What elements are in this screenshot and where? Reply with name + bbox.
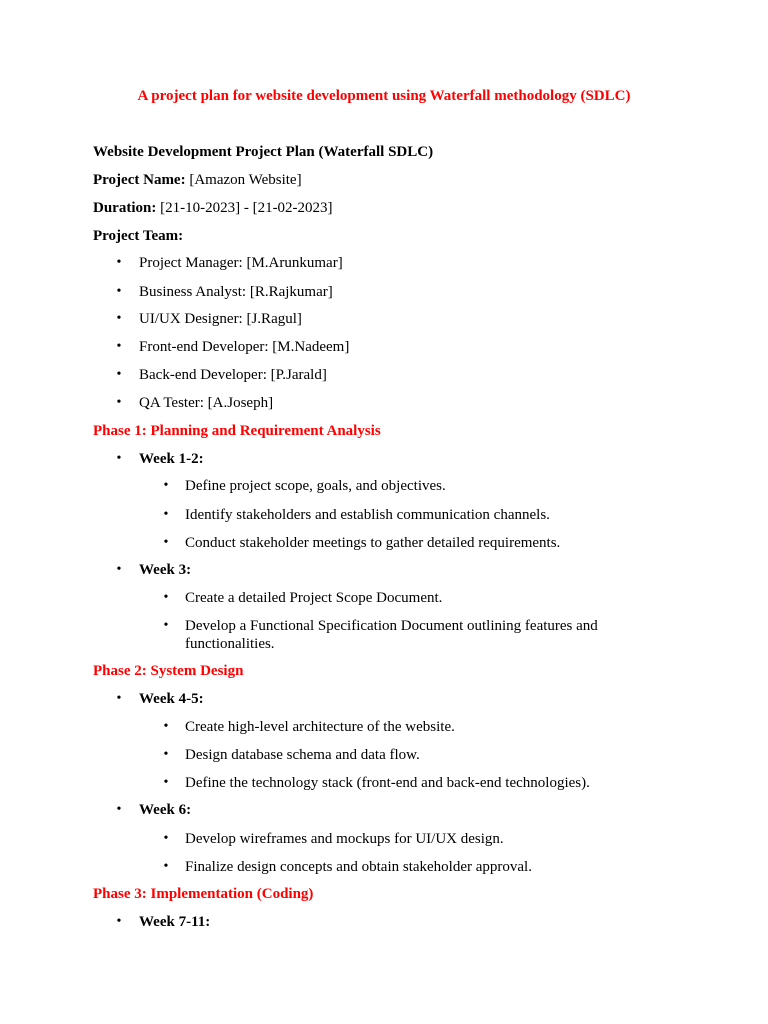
bullet-dot-icon: • — [163, 747, 169, 762]
bullet-dot-icon: • — [116, 395, 122, 410]
bullet-dot-icon: • — [116, 339, 122, 354]
duration-value: [21-10-2023] - [21-02-2023] — [156, 200, 333, 216]
phase-title: Phase 2: System Design — [93, 663, 244, 679]
bullet-dot-icon: • — [163, 478, 169, 493]
project-name-line — [93, 171, 302, 189]
bullet-dot-icon: • — [116, 914, 122, 929]
bullet-dot-icon: • — [163, 831, 169, 846]
duration-label: Duration: — [93, 200, 157, 216]
week-label: Week 3: — [139, 562, 192, 578]
task-text: Define the technology stack (front-end and back-end technologies). — [185, 775, 590, 791]
task-text: Create a detailed Project Scope Document. — [185, 590, 443, 606]
bullet-dot-icon: • — [163, 775, 169, 790]
bullet-dot-icon: • — [163, 618, 169, 633]
bullet-dot-icon: • — [116, 451, 122, 466]
week-label: Week 1-2: — [139, 451, 204, 467]
project-name-label: Project Name: — [93, 172, 186, 188]
task-text: Conduct stakeholder meetings to gather detailed requirements. — [185, 535, 561, 551]
bullet-dot-icon: • — [163, 535, 169, 550]
duration-line — [93, 199, 333, 217]
task-text: Develop a Functional Specification Document outlining features and functionalities. — [185, 618, 598, 652]
bullet-dot-icon: • — [116, 367, 122, 382]
week-label: Week 6: — [139, 802, 192, 818]
team-member-text: Project Manager: [M.Arunkumar] — [139, 255, 343, 271]
bullet-dot-icon: • — [116, 255, 122, 270]
phase-title: Phase 3: Implementation (Coding) — [93, 886, 314, 902]
team-member-text: Back-end Developer: [P.Jarald] — [139, 367, 327, 383]
team-member-text: Front-end Developer: [M.Nadeem] — [139, 339, 350, 355]
phase-title: Phase 1: Planning and Requirement Analysis — [93, 423, 381, 439]
task-text: Design database schema and data flow. — [185, 747, 420, 763]
bullet-dot-icon: • — [163, 590, 169, 605]
team-member-text: UI/UX Designer: [J.Ragul] — [139, 311, 302, 327]
bullet-dot-icon: • — [116, 284, 122, 299]
project-team-label: Project Team: — [93, 228, 184, 244]
bullet-dot-icon: • — [116, 311, 122, 326]
week-label: Week 4-5: — [139, 691, 204, 707]
bullet-dot-icon: • — [116, 802, 122, 817]
bullet-dot-icon: • — [116, 691, 122, 706]
bullet-dot-icon: • — [116, 562, 122, 577]
document-title: A project plan for website development using Waterfall methodology (SDLC) — [137, 88, 631, 104]
team-member-text: QA Tester: [A.Joseph] — [139, 395, 274, 411]
team-member-text: Business Analyst: [R.Rajkumar] — [139, 284, 333, 300]
task-text: Create high-level architecture of the website. — [185, 719, 455, 735]
plan-heading: Website Development Project Plan (Waterfall SDLC) — [93, 144, 434, 160]
bullet-dot-icon: • — [163, 507, 169, 522]
project-name-value: [Amazon Website] — [185, 172, 302, 188]
bullet-dot-icon: • — [163, 719, 169, 734]
bullet-dot-icon: • — [163, 859, 169, 874]
week-label: Week 7-11: — [139, 914, 211, 930]
task-text: Define project scope, goals, and objectives. — [185, 478, 446, 494]
task-text: Finalize design concepts and obtain stakeholder approval. — [185, 859, 532, 875]
task-text: Identify stakeholders and establish communication channels. — [185, 507, 550, 523]
task-text: Develop wireframes and mockups for UI/UX design. — [185, 831, 504, 847]
